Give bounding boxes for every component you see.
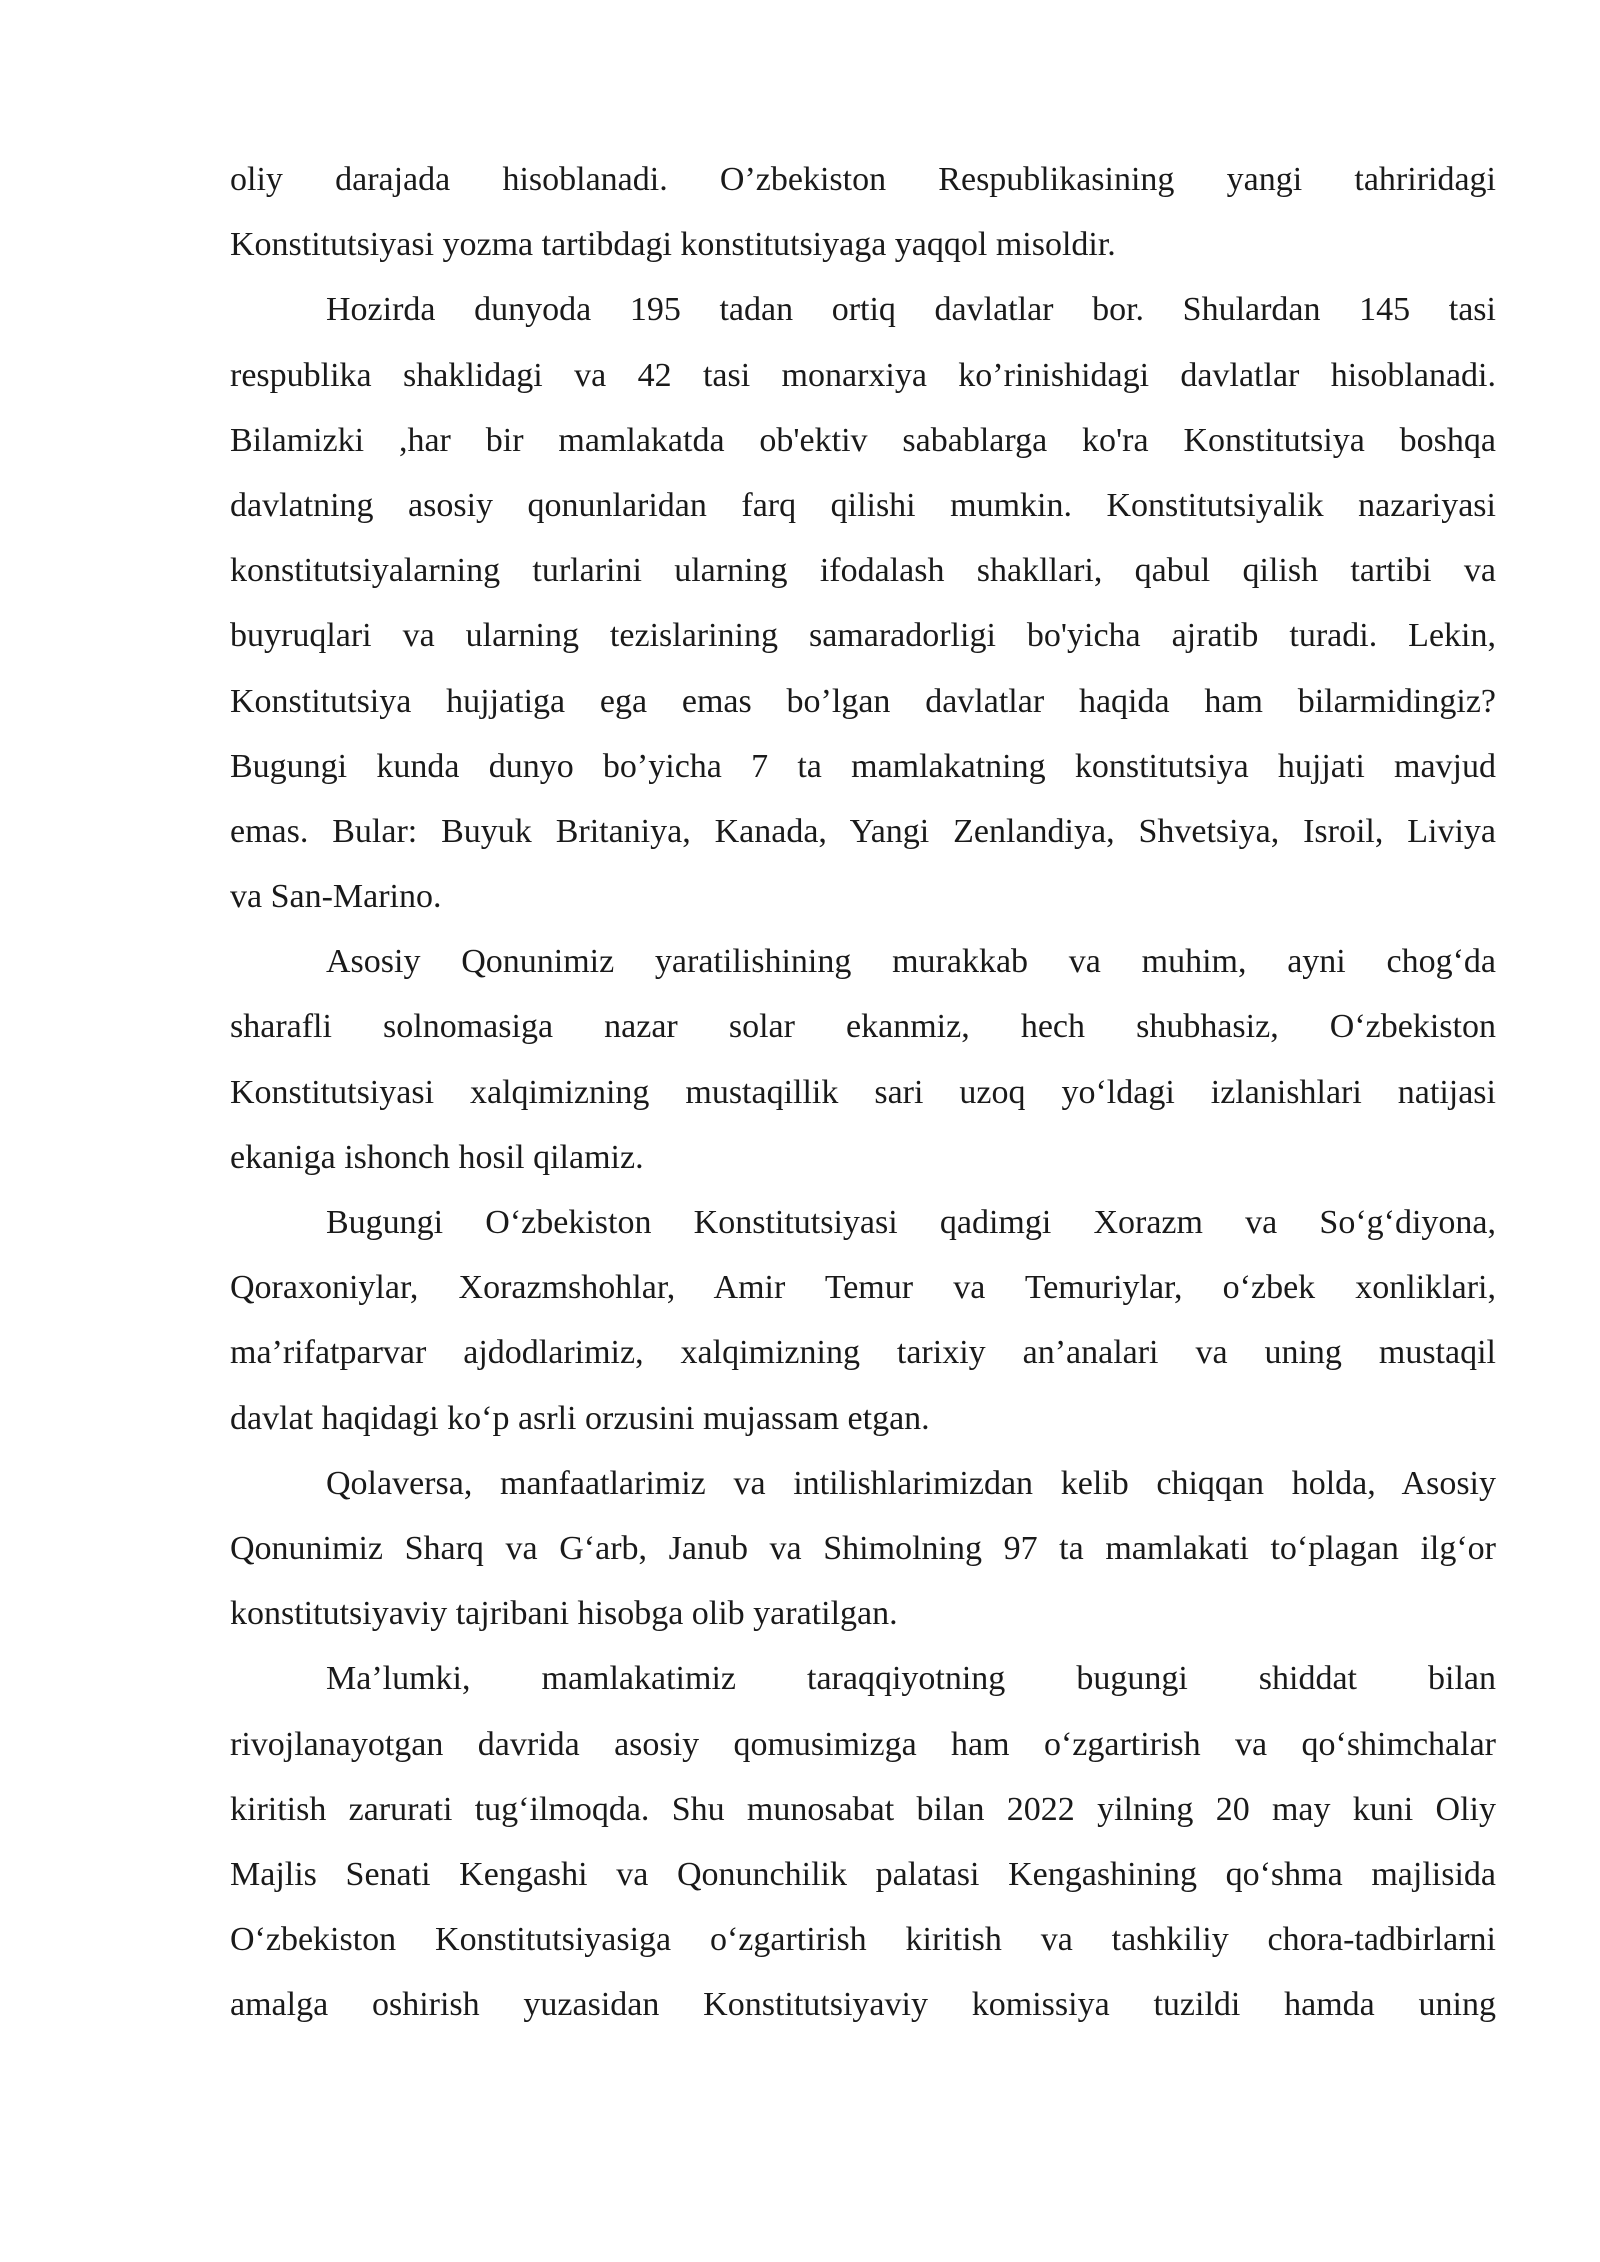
text-line: buyruqlari va ularning tezislarining samaradorligi bo'yicha ajratib turadi. Lekin, [230,617,1496,655]
text-line: Bugungi kunda dunyo bo’yicha 7 ta mamlakatning konstitutsiya hujjati mavjud [230,747,1496,785]
text-line: Qonunimiz Sharq va G‘arb, Janub va Shimolning 97 ta mamlakati to‘plagan ilg‘or [230,1529,1496,1567]
text-line: Bugungi O‘zbekiston Konstitutsiyasi qadimgi Xorazm va So‘g‘diyona, [326,1204,1496,1241]
text-line: davlat haqidagi ko‘p asrli orzusini mujassam etgan. [230,1399,930,1437]
text-line: Konstitutsiyasi xalqimizning mustaqillik sari uzoq yo‘ldagi izlanishlari natijasi [230,1073,1496,1111]
paragraph [230,929,1496,1190]
text-line: kiritish zarurati tug‘ilmoqda. Shu munosabat bilan 2022 yilning 20 may kuni Oliy [230,1790,1496,1828]
text-line: amalga oshirish yuzasidan Konstitutsiyaviy komissiya tuzildi hamda uning [230,1986,1496,2024]
text-line: respublika shaklidagi va 42 tasi monarxiya ko’rinishidagi davlatlar hisoblanadi. [230,356,1496,394]
text-line: konstitutsiyaviy tajribani hisobga olib yaratilgan. [230,1595,898,1633]
text-line: va San-Marino. [230,878,442,916]
document-body [230,147,1496,2037]
text-line: emas. Bular: Buyuk Britaniya, Kanada, Yangi Zenlandiya, Shvetsiya, Isroil, Liviya [230,812,1496,850]
paragraph [230,277,1496,929]
text-line: Konstitutsiyasi yozma tartibdagi konstitutsiyaga yaqqol misoldir. [230,226,1116,264]
text-line: oliy darajada hisoblanadi. O’zbekiston Respublikasining yangi tahriridagi [230,161,1496,198]
paragraph [230,1646,1496,2037]
text-line: ma’rifatparvar ajdodlarimiz, xalqimizning tarixiy an’analari va uning mustaqil [230,1334,1496,1372]
text-line: O‘zbekiston Konstitutsiyasiga o‘zgartirish kiritish va tashkiliy chora-tadbirlarni [230,1921,1496,1959]
text-line: Ma’lumki, mamlakatimiz taraqqiyotning bugungi shiddat bilan [326,1660,1496,1698]
text-line: Majlis Senati Kengashi va Qonunchilik palatasi Kengashining qo‘shma majlisida [230,1855,1496,1893]
text-line: Konstitutsiya hujjatiga ega emas bo’lgan davlatlar haqida ham bilarmidingiz? [230,682,1496,720]
text-line: Bilamizki ,har bir mamlakatda ob'ektiv sabablarga ko'ra Konstitutsiya boshqa [230,421,1496,459]
text-line: davlatning asosiy qonunlaridan farq qilishi mumkin. Konstitutsiyalik nazariyasi [230,486,1496,524]
paragraph [230,1451,1496,1647]
text-line: ekaniga ishonch hosil qilamiz. [230,1138,644,1176]
text-line: konstitutsiyalarning turlarini ularning ifodalash shakllari, qabul qilish tartibi va [230,552,1496,590]
text-line: Hozirda dunyoda 195 tadan ortiq davlatlar bor. Shulardan 145 tasi [326,291,1496,329]
paragraph [230,147,1496,277]
text-line: Asosiy Qonunimiz yaratilishining murakkab va muhim, ayni chog‘da [326,943,1496,981]
text-line: sharafli solnomasiga nazar solar ekanmiz, hech shubhasiz, O‘zbekiston [230,1008,1496,1046]
paragraph [230,1190,1496,1451]
text-line: Qolaversa, manfaatlarimiz va intilishlarimizdan kelib chiqqan holda, Asosiy [326,1464,1496,1502]
text-line: Qoraxoniylar, Xorazmshohlar, Amir Temur va Temuriylar, o‘zbek xonliklari, [230,1269,1496,1307]
text-line: rivojlanayotgan davrida asosiy qomusimizga ham o‘zgartirish va qo‘shimchalar [230,1725,1496,1763]
